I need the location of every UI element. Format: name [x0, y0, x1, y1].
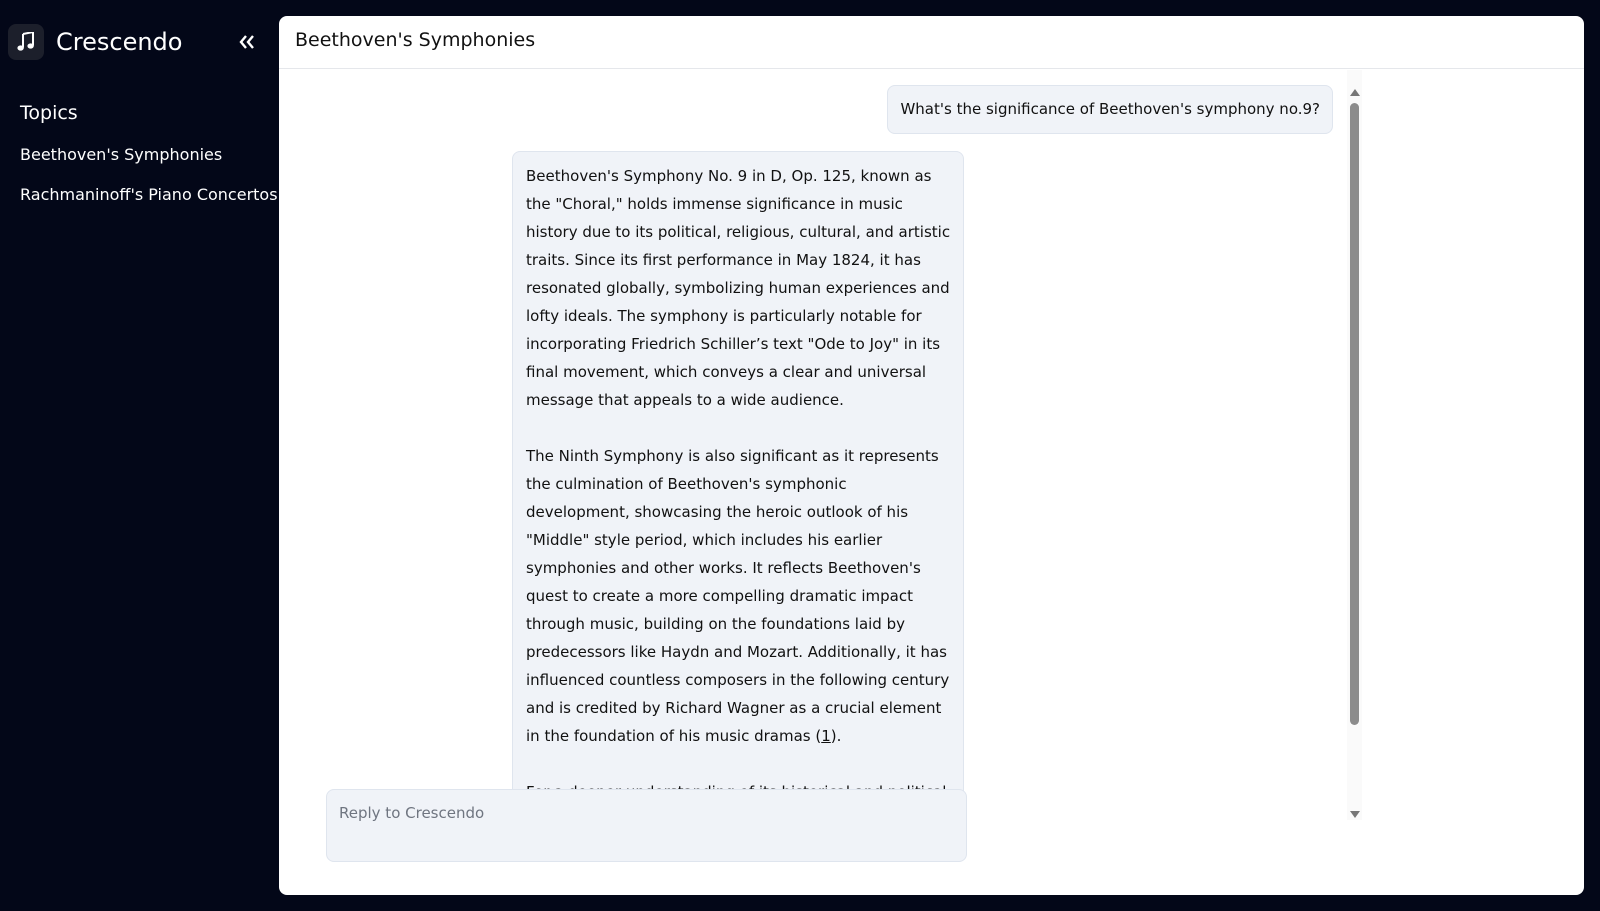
assistant-paragraph-2 [526, 442, 951, 750]
collapse-sidebar-button[interactable] [236, 30, 258, 54]
chat-thread[interactable] [279, 70, 1584, 820]
user-message: What's the significance of Beethoven's symphony no.9? [887, 85, 1333, 134]
page-header [279, 16, 1584, 69]
double-chevron-left-icon [239, 35, 255, 49]
app-name: Crescendo [56, 28, 183, 56]
assistant-paragraph-2-text: The Ninth Symphony is also significant as it represents the culmination of Beethoven's symphonic development, showcasing the heroic outlook of his "Middle" style period, which includes his earlier symphonies and other works. It reflects Beethoven's quest to create a more compelling dramatic impact through music, building on the foundations laid by predecessors like Haydn and Mozart. Additionally, it has influenced countless composers in the following century and is credited by Richard Wagner as a crucial element in the foundation of his music dramas ( [526, 447, 950, 745]
scroll-down-arrow-icon[interactable] [1350, 811, 1360, 818]
page-title: Beethoven's Symphonies [295, 29, 536, 51]
scrollbar-thumb[interactable] [1350, 103, 1359, 725]
reply-input[interactable] [326, 789, 967, 862]
music-note-icon [8, 24, 44, 60]
chat-scrollbar[interactable] [1347, 70, 1362, 820]
scroll-up-arrow-icon[interactable] [1350, 89, 1360, 96]
assistant-message [512, 151, 964, 820]
sidebar [0, 0, 279, 911]
sidebar-item-rachmaninoffs-piano-concertos[interactable]: Rachmaninoff's Piano Concertos [20, 185, 278, 204]
sidebar-item-beethovens-symphonies[interactable]: Beethoven's Symphonies [20, 145, 223, 164]
assistant-paragraph-1: Beethoven's Symphony No. 9 in D, Op. 125, known as the "Choral," holds immense significance in music history due to its political, religious, cultural, and artistic traits. Since its first performance in May 1824, it has resonated globally, symbolizing human experiences and lofty ideals. The symphony is particularly notable for incorporating Friedrich Schiller’s text "Ode to Joy" in its final movement, which conveys a clear and universal message that appeals to a wide audience. [526, 167, 951, 409]
topics-heading: Topics [20, 102, 78, 124]
brand [8, 24, 182, 60]
assistant-paragraph-2-end: ). [830, 727, 842, 745]
main-panel [279, 16, 1584, 895]
citation-link[interactable]: 1 [821, 727, 831, 745]
